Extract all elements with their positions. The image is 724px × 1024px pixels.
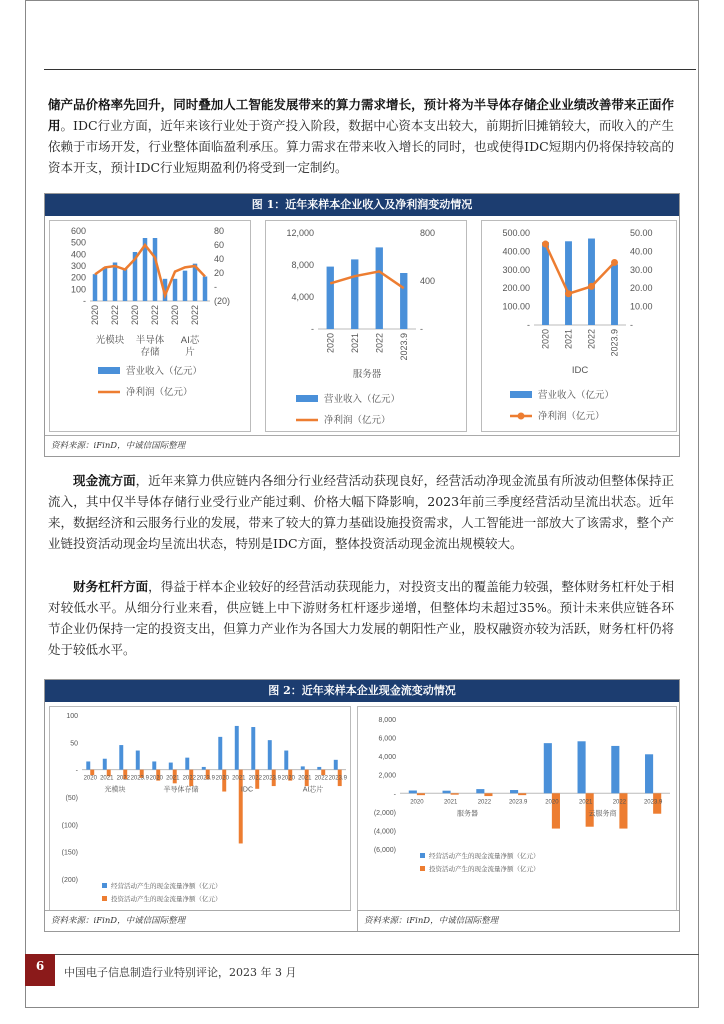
y-tick-label: (200) — [61, 877, 78, 884]
paragraph-lead: 现金流方面 — [73, 473, 136, 488]
paragraph-lead: 财务杠杆方面 — [73, 579, 149, 594]
paragraph-lead: 储产品价格率先回升，同时叠加人工智能发展带来的算力需求增长，预计将为半导体存储企业业绩改善带来正面作用 — [48, 97, 674, 133]
x-tick-label: 2020 — [545, 799, 559, 806]
revenue-bar — [183, 271, 188, 301]
paragraph-cashflow — [48, 470, 674, 554]
revenue-bar — [203, 277, 208, 302]
operating-cashflow-bar — [409, 791, 417, 794]
x-tick-label: 2022 — [110, 305, 120, 326]
y-left-tick-label: 200.00 — [502, 283, 530, 294]
revenue-bar — [113, 263, 118, 302]
investing-cashflow-bar — [321, 770, 325, 775]
x-tick-label: 2023.9 — [196, 775, 215, 782]
x-tick-label: 2021 — [298, 775, 312, 782]
figure-1-source: 资料来源：iFinD，中诚信国际整理 — [45, 435, 679, 456]
y-left-tick-label: 300 — [70, 261, 86, 271]
operating-cashflow-bar — [119, 745, 123, 770]
y-tick-label: 100 — [66, 713, 78, 720]
legend-revenue-label: 营业收入（亿元） — [538, 390, 615, 401]
chart-2a — [50, 707, 350, 910]
y-tick-label: 2,000 — [378, 772, 396, 780]
x-tick-label: 2022 — [586, 329, 597, 350]
group-label: 光模块 — [104, 786, 126, 794]
operating-cashflow-bar — [103, 759, 107, 770]
group-label: 光模块 — [95, 335, 125, 346]
y-left-tick-label: 300.00 — [502, 264, 530, 275]
y-left-tick-label: - — [311, 324, 314, 334]
investing-cashflow-bar — [417, 793, 425, 795]
x-tick-label: 2020 — [540, 329, 551, 350]
x-tick-label: 2022 — [612, 799, 627, 806]
legend-profit-label: 净利润（亿元） — [538, 411, 605, 422]
group-label: 服务器 — [457, 810, 478, 818]
x-tick-label: 2022 — [182, 775, 196, 782]
operating-cashflow-bar — [185, 758, 189, 770]
group-label: IDC — [240, 786, 254, 794]
group-label: 片 — [185, 347, 195, 358]
legend-inv-label: 投资活动产生的现金流量净额（亿元） — [429, 866, 540, 873]
chart-1a — [50, 221, 250, 431]
revenue-bar — [565, 241, 572, 325]
x-tick-label: 2023.9 — [643, 799, 663, 806]
profit-point — [542, 241, 549, 248]
figure-1 — [44, 193, 680, 457]
legend-inv-label: 投资活动产生的现金流量净额（亿元） — [111, 896, 222, 903]
legend-revenue-label: 营业收入（亿元） — [126, 366, 203, 377]
footer-text: 中国电子信息制造行业特别评论，2023 年 3 月 — [64, 966, 297, 979]
x-tick-label: 2020 — [149, 775, 163, 782]
legend-revenue-swatch — [98, 367, 120, 374]
y-left-tick-label: 100.00 — [502, 301, 530, 312]
legend-profit-label: 净利润（亿元） — [126, 387, 193, 398]
operating-cashflow-bar — [578, 741, 586, 793]
operating-cashflow-bar — [301, 766, 305, 769]
profit-line — [330, 271, 404, 288]
y-tick-label: (100) — [61, 822, 78, 830]
y-tick-label: 50 — [70, 740, 78, 748]
x-tick-label: 2020 — [325, 333, 336, 354]
y-right-tick-label: 40 — [214, 254, 225, 264]
y-right-tick-label: 20.00 — [630, 283, 653, 294]
operating-cashflow-bar — [476, 789, 484, 793]
operating-cashflow-bar — [317, 767, 321, 770]
x-tick-label: 2022 — [314, 775, 328, 782]
operating-cashflow-bar — [136, 751, 140, 770]
profit-point — [611, 259, 618, 266]
y-left-tick-label: 12,000 — [286, 228, 314, 238]
legend-revenue-label: 营业收入（亿元） — [324, 394, 401, 405]
legend-profit-label: 净利润（亿元） — [324, 415, 391, 426]
profit-point — [588, 283, 595, 290]
y-right-tick-label: - — [214, 282, 217, 292]
figure-2-source-left: 资料来源：iFinD，中诚信国际整理 — [45, 910, 351, 931]
paragraph-body: 。IDC行业方面，近年来该行业处于资产投入阶段，数据中心资本支出较大，前期折旧摊销较大，而收入的产生依赖于市场开发，行业整体面临盈利承压。算力需求在带来收入增长的同时，也或使得IDC短期内仍将保持较高的资本开支，预计IDC行业短期盈利仍将受到一定制约。 — [48, 118, 674, 175]
x-tick-label: 2020 — [215, 775, 229, 782]
y-right-tick-label: 30.00 — [630, 264, 653, 275]
legend-revenue-swatch — [296, 395, 318, 402]
page-number: 6 — [25, 954, 55, 986]
y-tick-label: - — [393, 791, 396, 799]
y-right-tick-label: 50.00 — [630, 228, 653, 238]
x-tick-label: 2022 — [190, 305, 200, 326]
x-tick-label: 2021 — [100, 775, 114, 782]
x-tick-label: 2022 — [248, 775, 262, 782]
legend-op-label: 经营活动产生的现金流量净额（亿元） — [429, 853, 540, 860]
x-tick-label: 2020 — [83, 775, 97, 782]
paragraph-body: ，近年来算力供应链内各细分行业经营活动获现良好，经营活动净现金流虽有所波动但整体保持正流入，其中仅半导体存储行业受行业产能过剩、价格大幅下降影响，2023年前三季度经营活动呈流出状态。近年来，数据经济和云服务行业的发展，带来了较大的算力基础设施投资需求，人工智能进一部放大了该需求，整个产业链投资活动现金均呈流出状态，特别是IDC方面，整体投资活动现金流出规模较大。 — [48, 473, 674, 551]
y-tick-label: (50) — [65, 795, 78, 802]
chart-1b-panel — [265, 220, 467, 432]
x-tick-label: 2020 — [281, 775, 295, 782]
revenue-bar — [327, 267, 334, 329]
revenue-bar — [400, 273, 407, 329]
y-left-tick-label: 8,000 — [291, 260, 314, 270]
legend-op-swatch — [420, 853, 425, 858]
x-tick-label: 2022 — [150, 305, 160, 326]
operating-cashflow-bar — [510, 790, 518, 793]
y-tick-label: 4,000 — [378, 754, 396, 762]
revenue-bar — [611, 264, 618, 325]
operating-cashflow-bar — [334, 760, 338, 770]
y-tick-label: (2,000) — [373, 809, 396, 817]
operating-cashflow-bar — [284, 751, 288, 770]
investing-cashflow-bar — [518, 793, 526, 795]
x-tick-label: 2023.9 — [508, 799, 528, 806]
header-rule — [44, 69, 696, 70]
y-tick-label: (150) — [61, 849, 78, 857]
y-left-tick-label: 400 — [70, 249, 86, 260]
operating-cashflow-bar — [86, 761, 90, 769]
group-label: 半导体 — [135, 335, 165, 346]
x-tick-label: 2022 — [116, 775, 130, 782]
x-tick-label: 2020 — [90, 305, 100, 326]
y-left-tick-label: 400.00 — [502, 246, 530, 257]
legend-inv-swatch — [420, 866, 425, 871]
revenue-bar — [93, 274, 98, 301]
y-tick-label: 6,000 — [378, 735, 396, 743]
operating-cashflow-bar — [169, 763, 173, 770]
y-left-tick-label: 200 — [70, 272, 86, 283]
profit-line — [546, 244, 615, 294]
chart-1b — [266, 221, 466, 431]
x-tick-label: 2020 — [410, 799, 424, 806]
y-right-tick-label: 10.00 — [630, 301, 653, 312]
chart-1a-panel — [49, 220, 251, 432]
y-tick-label: 8,000 — [378, 717, 396, 724]
y-right-tick-label: (20) — [214, 296, 231, 306]
y-tick-label: (6,000) — [373, 847, 396, 854]
y-left-tick-label: 600 — [70, 226, 86, 236]
y-tick-label: (4,000) — [373, 828, 396, 836]
profit-line — [95, 245, 205, 295]
figure-2 — [44, 679, 680, 932]
x-tick-label: 2022 — [477, 799, 492, 806]
group-label: 半导体存储 — [163, 786, 199, 794]
x-tick-label: 2023.9 — [130, 775, 149, 782]
paragraph-leverage — [48, 576, 674, 660]
revenue-bar — [588, 239, 595, 325]
footer-rule — [25, 954, 699, 955]
x-axis-label: 服务器 — [352, 369, 382, 380]
chart-1c — [482, 221, 676, 431]
profit-point — [565, 290, 572, 297]
figure-2-source-right: 资料来源：iFinD，中诚信国际整理 — [357, 910, 679, 931]
operating-cashflow-bar — [544, 743, 552, 793]
revenue-bar — [173, 279, 178, 301]
y-left-tick-label: 500.00 — [502, 228, 530, 238]
chart-2b-panel — [357, 706, 677, 911]
operating-cashflow-bar — [268, 740, 272, 770]
investing-cashflow-bar — [451, 793, 459, 794]
y-left-tick-label: 4,000 — [291, 292, 314, 302]
operating-cashflow-bar — [235, 726, 239, 770]
x-tick-label: 2022 — [374, 333, 385, 354]
x-axis-label: IDC — [571, 365, 589, 376]
y-right-tick-label: 800 — [420, 228, 436, 238]
revenue-bar — [351, 259, 358, 329]
operating-cashflow-bar — [645, 754, 653, 793]
legend-inv-swatch — [102, 896, 107, 901]
figure-2-title: 图 2：近年来样本企业现金流变动情况 — [45, 680, 679, 702]
x-tick-label: 2021 — [443, 799, 458, 806]
revenue-bar — [376, 247, 383, 329]
chart-2b — [358, 707, 676, 910]
investing-cashflow-bar — [484, 793, 492, 796]
revenue-bar — [103, 267, 108, 301]
x-tick-label: 2021 — [166, 775, 180, 782]
operating-cashflow-bar — [218, 737, 222, 770]
group-label: AI芯片 — [302, 786, 324, 794]
y-left-tick-label: 500 — [70, 237, 86, 248]
paragraph-profitability — [48, 94, 674, 178]
operating-cashflow-bar — [443, 791, 451, 794]
y-left-tick-label: - — [527, 320, 530, 330]
x-tick-label: 2020 — [170, 305, 180, 326]
y-left-tick-label: 100 — [70, 284, 86, 295]
legend-op-swatch — [102, 883, 107, 888]
x-tick-label: 2021 — [232, 775, 246, 782]
x-tick-label: 2021 — [578, 799, 593, 806]
y-right-tick-label: - — [420, 324, 423, 334]
legend-op-label: 经营活动产生的现金流量净额（亿元） — [111, 883, 222, 890]
y-right-tick-label: - — [630, 320, 633, 330]
y-right-tick-label: 20 — [214, 268, 225, 278]
investing-cashflow-bar — [90, 770, 94, 775]
group-label: 云服务商 — [588, 810, 617, 818]
y-left-tick-label: - — [83, 296, 86, 306]
revenue-bar — [542, 242, 549, 325]
y-right-tick-label: 60 — [214, 240, 225, 250]
legend-revenue-swatch — [510, 391, 532, 398]
group-label: 存储 — [140, 347, 160, 358]
operating-cashflow-bar — [611, 746, 619, 793]
revenue-bar — [123, 268, 128, 301]
x-tick-label: 2020 — [130, 305, 140, 326]
operating-cashflow-bar — [202, 767, 206, 770]
x-tick-label: 2021 — [349, 333, 360, 354]
paragraph-body: ，得益于样本企业较好的经营活动获现能力，对投资支出的覆盖能力较强，整体财务杠杆处于相对较低水平。从细分行业来看，供应链上中下游财务杠杆逐步递增，但整体均未超过35%。预计未来供应链各环节企业仍保持一定的投资支出，但算力产业作为各国大力发展的朝阳性产业，股权融资亦较为活跃，财务杠杆仍将处于较低水平。 — [48, 579, 674, 657]
operating-cashflow-bar — [251, 727, 255, 770]
y-right-tick-label: 40.00 — [630, 246, 653, 257]
x-tick-label: 2021 — [563, 329, 574, 350]
y-right-tick-label: 400 — [420, 276, 436, 286]
chart-1c-panel — [481, 220, 677, 432]
group-label: AI芯 — [180, 335, 200, 346]
x-tick-label: 2023.9 — [328, 775, 347, 782]
y-tick-label: - — [75, 767, 78, 775]
revenue-bar — [153, 238, 158, 301]
operating-cashflow-bar — [152, 761, 156, 769]
figure-1-title: 图 1：近年来样本企业收入及净利润变动情况 — [45, 194, 679, 216]
x-tick-label: 2023.9 — [398, 333, 409, 361]
y-right-tick-label: 80 — [214, 226, 225, 236]
chart-2a-panel — [49, 706, 351, 911]
x-tick-label: 2023.9 — [609, 329, 620, 357]
legend-profit-marker — [518, 413, 525, 420]
x-tick-label: 2023.9 — [262, 775, 281, 782]
